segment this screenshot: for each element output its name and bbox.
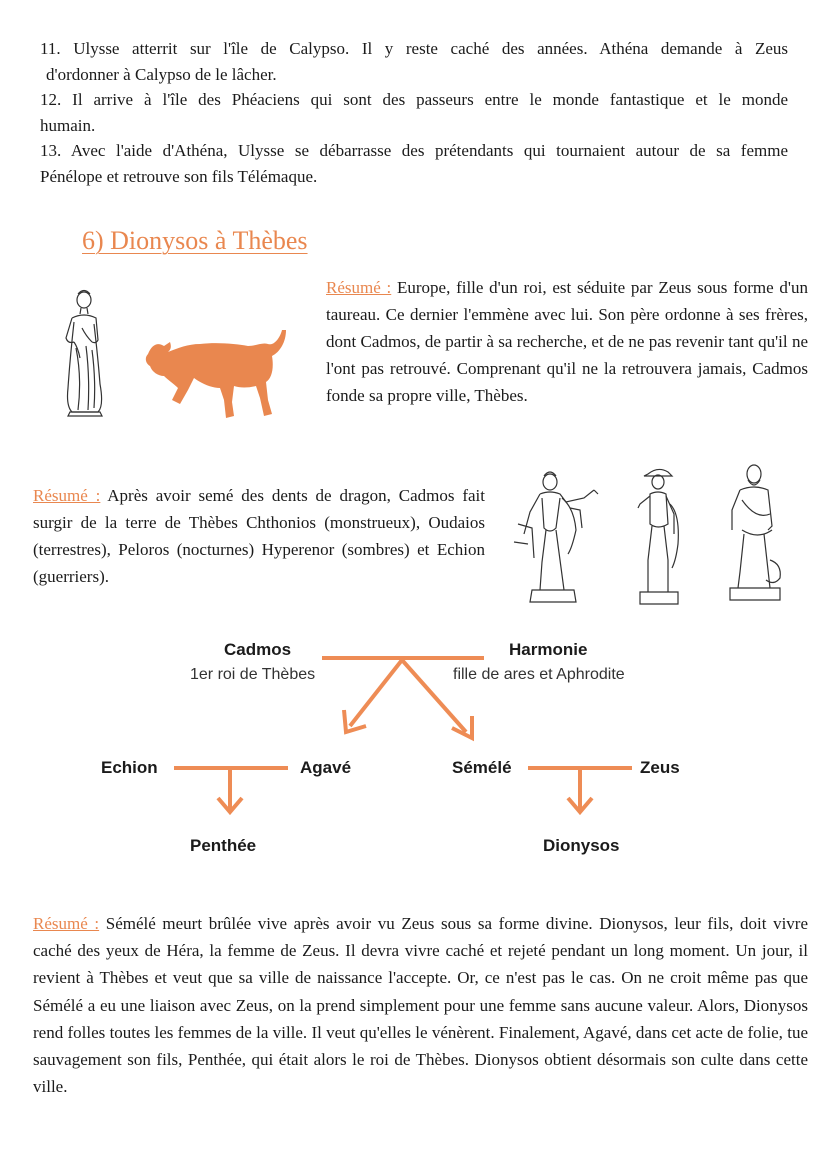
- resume-1-text: Europe, fille d'un roi, est séduite par Zeus sous forme d'un taureau. Ce dernier l'emmène avec lui. Son père ordonne à ses frères, dont Cadmos, de partir à sa recherche, et de ne pas revenir tant qu'il ne l'ont pas retrouvé. Comprenant qu'il ne la retrouvera jamais, Cadmos fonde sa propre ville, Thèbes.: [326, 278, 808, 405]
- tree-agave: Agavé: [300, 758, 352, 777]
- resume-label: Résumé :: [33, 486, 101, 505]
- tree-echion: Echion: [101, 758, 158, 777]
- tree-dionysos: Dionysos: [543, 836, 620, 855]
- tree-cadmos: Cadmos: [224, 640, 292, 659]
- tree-cadmos-sub: 1er roi de Thèbes: [190, 666, 316, 683]
- list-item-12-cont: humain.: [40, 115, 96, 135]
- branch-to-agave: [350, 660, 402, 726]
- resume-label: Résumé :: [326, 278, 392, 297]
- section-title: 6) Dionysos à Thèbes: [82, 226, 308, 255]
- list-item-13: 13. Avec l'aide d'Athéna, Ulysse se débarrasse des prétendants qui tournaient autour de sa femme: [40, 141, 788, 160]
- list-item-12: 12. Il arrive à l'île des Phéaciens qui sont des passeurs entre le monde fantastique et le monde: [40, 90, 788, 109]
- list-item-11-cont: d'ordonner à Calypso de le lâcher.: [46, 64, 277, 84]
- resume-2-text: Après avoir semé des dents de dragon, Cadmos fait surgir de la terre de Thèbes Chthonios (monstrueux), Oudaios (terrestres), Peloros (nocturnes) Hyperenor (sombres) et Echion (guerriers).: [33, 486, 486, 586]
- tree-zeus: Zeus: [640, 758, 680, 777]
- tree-semele: Sémélé: [452, 758, 512, 777]
- list-item-11: 11. Ulysse atterrit sur l'île de Calypso. Il y reste caché des années. Athéna demande à Zeus: [40, 39, 788, 58]
- list-item-13-cont: Pénélope et retrouve son fils Télémaque.: [40, 166, 318, 186]
- resume-3: [33, 910, 808, 1100]
- tree-penthee: Penthée: [190, 836, 257, 855]
- resume-3-text: Sémélé meurt brûlée vive après avoir vu Zeus sous sa forme divine. Dionysos, leur fils, doit vivre caché des yeux de Héra, la femme de Zeus. Il devra vivre caché et rejeté pendant un long moment. Un jour, il revient à Thèbes et veut que sa ville de naissance l'accepte. Or, ce n'est pas le cas. On ne croit même pas que Sémélé a eu une liaison avec Zeus, on la prend simplement pour une femme sans aucune valeur. Alors, Dionysos rend folles toutes les femmes de la ville. Il veut qu'elles le vénèrent. Finalement, Agavé, dans cet acte de folie, tue sauvagement son fils, Penthée, qui était alors le roi de Thèbes. Dionysos obtient désormais son culte dans cette ville.: [33, 914, 808, 1097]
- resume-label: Résumé :: [33, 914, 100, 933]
- branch-to-semele: [402, 660, 466, 732]
- tree-harmonie: Harmonie: [509, 640, 588, 659]
- tree-harmonie-sub: fille de ares et Aphrodite: [453, 666, 625, 683]
